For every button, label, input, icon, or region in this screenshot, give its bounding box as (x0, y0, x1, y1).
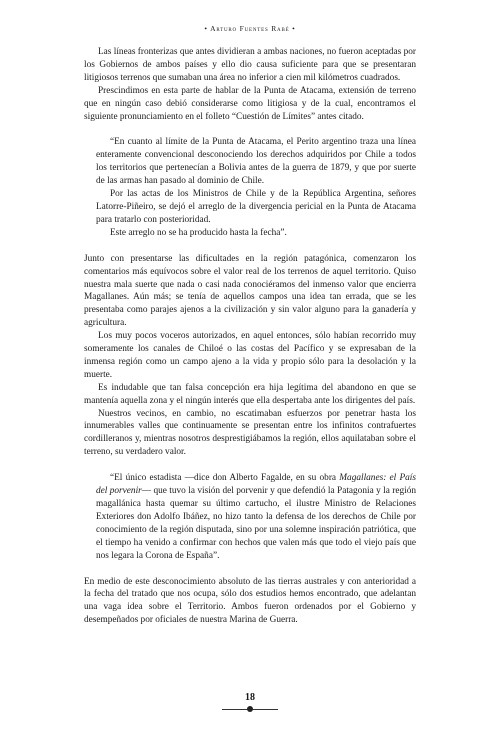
running-header: • Arturo Fuentes Rabé • (204, 24, 296, 33)
paragraph: Junto con presentarse las dificultades en la región patagónica, comenzaron los comentarios más equívocos sobre el valor real de los terrenos de aquel territorio. Quiso nuestra mala suerte que nada o casi nada conociéramos del inmenso valor que encierra Magallanes. Aún más; se tenía de aquellos campos una idea tan errada, que se les presentaba como parajes ajenos a la civilización y sin valor alguno para la ganadería y agricultura. (84, 253, 416, 329)
paragraph: Nuestros vecinos, en cambio, no escatimaban esfuerzos por penetrar hasta los innumerables valles que continuamente se presentan entre los infinitos contrafuertes cordilleranos y, mientras nosotros desprestigiábamos la región, ellos aquilataban sobre el terreno, su verdadero valor. (84, 408, 416, 458)
quote-paragraph: Este arreglo no se ha producido hasta la fecha”. (110, 227, 287, 238)
quote-paragraph (96, 472, 416, 562)
body-text (84, 46, 416, 627)
block-quote (96, 136, 416, 239)
paragraph: Prescindimos en esta parte de hablar de la Punta de Atacama, extensión de terreno que en ningún caso debió considerarse como litigiosa y de la cual, encontramos el siguiente pronunciamiento en el folleto “Cuestión de Límites” antes citado. (84, 85, 416, 122)
ornament-dot-icon (247, 706, 253, 712)
paragraph: Es indudable que tan falsa concepción era hija legítima del abandono en que se mantenía aquella zona y el ningún interés que ella despertaba ante los dirigentes del país. (84, 382, 416, 406)
quote-text: “El único estadista —dice don Alberto Fagalde, en su obra (110, 473, 340, 484)
quote-paragraph: “En cuanto al límite de la Punta de Atacama, el Perito argentino traza una línea enteramente convencional desconociendo los derechos adquiridos por Chile a todos los territorios que pertenecían a Bolivia antes de la guerra de 1879, y que por suerte de las armas han pasado al dominio de Chile. (96, 137, 416, 187)
page-number: 18 (245, 692, 255, 703)
block-quote (96, 472, 416, 562)
paragraph: En medio de este desconocimiento absoluto de las tierras australes y con anterioridad a la fecha del tratado que nos ocupa, sólo dos estudios hemos encontrado, que adelantan una vaga idea sobre el Territorio. Ambos fueron ordenados por el Gobierno y desempeñados por oficiales de nuestra Marina de Guerra. (84, 576, 416, 626)
book-title: Magallanes: el País del porvenir (96, 473, 416, 497)
paragraph: Las líneas fronterizas que antes dividieran a ambas naciones, no fueron aceptadas por los Gobiernos de ambos países y ello dio causa suficiente para que se presentaran litigiosos terrenos que sumaban una área no inferior a cien mil kilómetros cuadrados. (84, 47, 416, 83)
paragraph: Los muy pocos voceros autorizados, en aquel entonces, sólo habían recorrido muy someramente los canales de Chiloé o las costas del Pacífico y se expresaban de la inmensa región como un campo ajeno a la vida y propio sólo para la desolación y la muerte. (84, 331, 416, 380)
quote-paragraph: Por las actas de los Ministros de Chile y de la República Argentina, señores Latorre-Piñeiro, se dejó el arreglo de la divergencia pericial en la Punta de Atacama para tratarlo con posterioridad. (96, 189, 416, 225)
quote-text: — que tuvo la visión del porvenir y que defendió la Patagonia y la región magallánica hasta quemar su último cartucho, el ilustre Ministro de Relaciones Exteriores don Adolfo Ibáñez, no hizo tanto la defensa de los derechos de Chile por conocimiento de la región disputada, sino por una solemne inspiración patriótica, que el tiempo ha venido a confirmar con hechos que valen más que todo el viejo país que nos legara la Corona de España”. (96, 486, 417, 561)
page-ornament (222, 706, 278, 712)
